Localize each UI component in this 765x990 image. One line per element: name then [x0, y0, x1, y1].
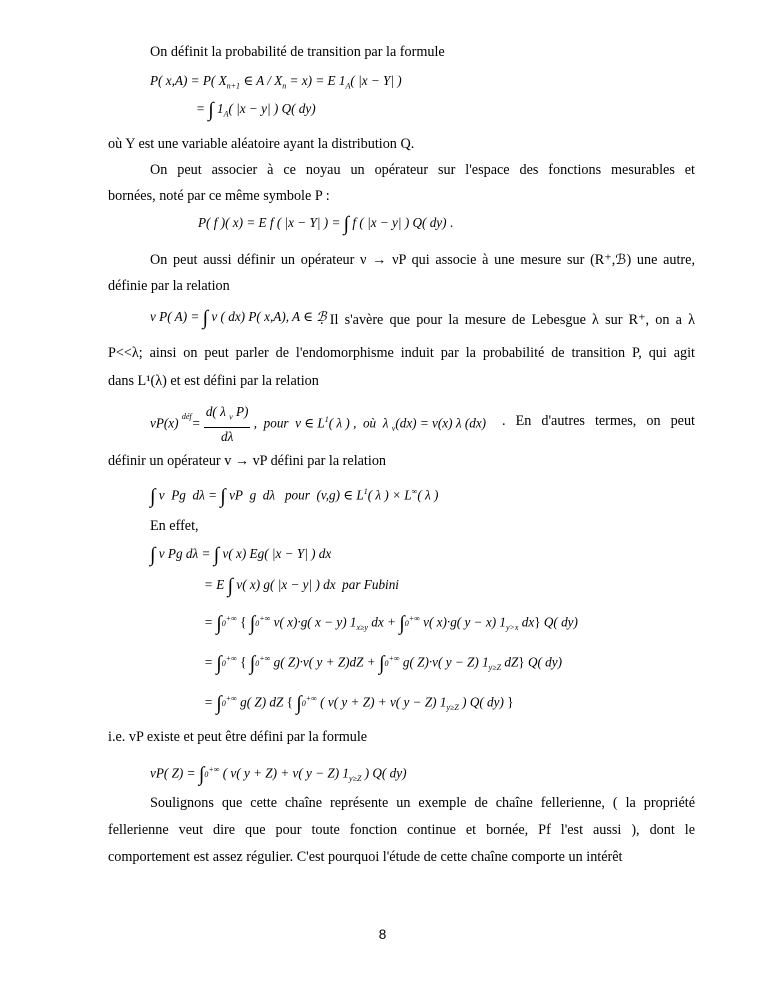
formula-transition-probability: P( x,A) = P( $X_{n+1}$ ∈ $A / X_n = x) = E$ $1_A$( |x − Y| ): [150, 73, 402, 91]
text-line: P<<λ; ainsi on peut parler de l'endomorphisme induit par la probabilité de transition P, qui agit: [108, 345, 695, 361]
page-number: 8: [378, 927, 387, 942]
text-line: bornées, noté par ce même symbole P :: [108, 188, 330, 204]
formula-endomorphism: vP(x) $^{déf}$= $\frac{d( \lambda _v P)}{d\lambda}$ , pour v ∈ $L^1$( λ ) , où λ $_v$(dx) = v(x) λ (dx): [150, 404, 487, 444]
text-line: On peut aussi définir un opérateur ν → νP qui associe à une mesure sur (R⁺,ℬ) une autre,: [150, 252, 695, 268]
formula-operator-P: P( f )( x) = E f ( |x − Y| ) = ∫ f ( |x − y| ) Q( dy) .: [198, 213, 454, 235]
text-line: définie par la relation: [108, 278, 230, 294]
formula-derivation-5: = ∫0+∞ g( Z) dZ { ∫0+∞ ( v( y + Z) + v( y − Z) $1_{y\ge Z}$ ) Q( dy) }: [204, 692, 514, 715]
text-line: En effet,: [150, 518, 199, 534]
text-line: On définit la probabilité de transition par la formule: [150, 44, 445, 60]
formula-derivation-4: = ∫0+∞ { ∫0+∞ g( Z)·v( y + Z)dZ + ∫0+∞ g( Z)·v( y − Z) $1_{y\ge Z}$ dZ} Q( dy): [204, 652, 562, 675]
text-line: où Y est une variable aléatoire ayant la distribution Q.: [108, 136, 415, 152]
formula-transition-integral: = ∫ $1_A$( |x − y| ) Q( dy): [196, 99, 316, 121]
formula-measure-operator: ν P( A) = ∫ ν ( dx) P( x,A), A ∈ ℬ: [150, 307, 327, 329]
text-line: . En d'autres termes, on peut: [502, 413, 695, 429]
text-line: comportement est assez régulier. C'est pourquoi l'étude de cette chaîne comporte un intérêt: [108, 849, 623, 865]
text-line: i.e. vP existe et peut être défini par la formule: [108, 729, 368, 745]
formula-derivation-1: ∫ v Pg dλ = ∫ v( x) Eg( |x − Y| ) dx: [150, 544, 332, 566]
text-line: Soulignons que cette chaîne représente un exemple de chaîne fellerienne, ( la propriété: [150, 795, 695, 811]
text-line: . Il s'avère que pour la mesure de Lebesgue λ sur R⁺, on a λ: [320, 312, 695, 328]
formula-derivation-2: = E ∫ v( x) g( |x − y| ) dx par Fubini: [204, 575, 399, 597]
text-line: dans L¹(λ) et est défini par la relation: [108, 373, 319, 389]
formula-duality: ∫ v Pg dλ = ∫ vP g dλ pour (v,g) ∈ $L^1$( λ ) × L∞( λ ): [150, 485, 439, 508]
text-line: fellerienne veut dire que pour toute fonction continue et bornée, Pf l'est aussi ), dont le: [108, 822, 695, 838]
formula-vP: vP( Z) = ∫0+∞ ( v( y + Z) + v( y − Z) $1_{y\ge Z}$ ) Q( dy): [150, 763, 407, 786]
text-line: On peut associer à ce noyau un opérateur sur l'espace des fonctions mesurables et: [150, 162, 695, 178]
formula-derivation-3: = ∫0+∞ { ∫0+∞ v( x)·g( x − y) $1_{x\ge y}$ dx + ∫0+∞ v( x)·g( y − x) $1_{y>x}$ dx} Q( dy): [204, 612, 578, 635]
text-line: définir un opérateur v → vP défini par la relation: [108, 453, 387, 469]
